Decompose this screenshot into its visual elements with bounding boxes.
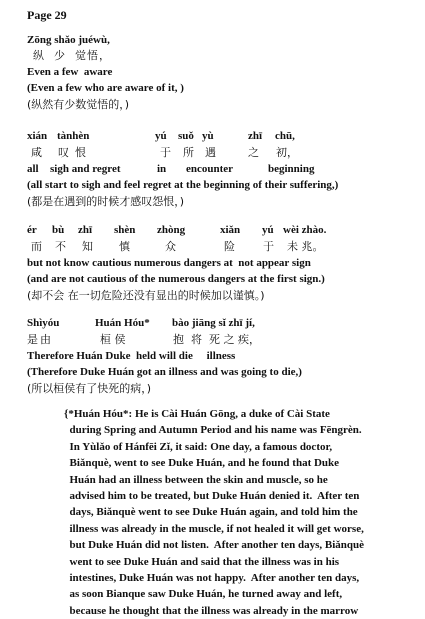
pinyin-word: zhī: [248, 130, 263, 142]
footnote-line: as soon Bianque saw Duke Huán, he turned away and left,: [64, 588, 343, 601]
hanzi-word: 未 兆。: [287, 240, 324, 253]
hanzi-word: 之: [248, 146, 259, 159]
stanza-2-translation: (all start to sigh and feel regret at the beginning of their suffering,): [27, 179, 339, 191]
stanza-1-paraphrase: (纵然有少数觉悟的，): [27, 98, 130, 111]
gloss-word: in: [157, 163, 167, 175]
hanzi-word: 于: [160, 146, 171, 159]
footnote: [64, 406, 404, 619]
pinyin-word: xián: [27, 130, 48, 142]
footnote-line: because he thought that the illness was already in the marrow: [64, 604, 359, 617]
pinyin-word: yú: [155, 130, 167, 142]
hanzi-word: 是由: [27, 333, 53, 346]
hanzi-word: 抱 将 死 之 疾，: [173, 333, 260, 346]
hanzi-word: 众: [165, 240, 176, 253]
stanza-4-translation: (Therefore Duke Huán got an illness and was going to die,): [27, 366, 302, 378]
page-number: Page 29: [27, 8, 67, 22]
hanzi-word: 于: [263, 240, 274, 253]
gloss-word: sigh and regret: [50, 163, 121, 175]
pinyin-word: bào jiāng sǐ zhī jí,: [172, 317, 255, 329]
hanzi-word: 而: [31, 240, 42, 253]
pinyin-word: zhī: [78, 224, 93, 236]
stanza-3-gloss: but not know cautious numerous dangers at not appear sign: [27, 257, 311, 269]
footnote-line: intestines, Duke Huán was not happy. After another ten days,: [64, 572, 360, 585]
hanzi-word: 慎: [119, 240, 130, 253]
hanzi-word: 初，: [276, 146, 298, 159]
hanzi-word: 所: [183, 146, 194, 159]
stanza-4-gloss: Therefore Huán Duke held will die illness: [27, 350, 236, 362]
pinyin-word: bù: [52, 224, 65, 236]
gloss-word: beginning: [268, 163, 315, 175]
pinyin-word: Huán Hóu*: [95, 317, 150, 329]
pinyin-word: Shìyóu: [27, 317, 60, 329]
hanzi-word: 险: [224, 240, 235, 253]
stanza-1-pinyin: Zōng shǎo juéwù,: [27, 34, 110, 46]
pinyin-word: ér: [27, 224, 37, 236]
footnote-line: Huán had an illness between the skin and muscle, so he: [64, 473, 328, 486]
footnote-line: but Duke Huán did not listen. After another ten days, Biǎnquè: [64, 539, 365, 552]
pinyin-word: wèi zhào.: [283, 224, 327, 236]
pinyin-word: yù: [202, 130, 214, 142]
hanzi-word: 叹恨: [58, 146, 92, 159]
footnote-line: went to see Duke Huán and said that the illness was in his: [64, 555, 340, 568]
footnote-line: illness was already in the muscle, if not healed it will get worse,: [64, 522, 364, 535]
stanza-3-paraphrase: (却不会 在一切危险还没有显出的时候加以谨慎。): [27, 289, 265, 302]
pinyin-word: tànhèn: [57, 130, 90, 142]
hanzi-word: 桓 侯: [100, 333, 126, 346]
pinyin-word: shèn: [114, 224, 136, 236]
hanzi-word: 咸: [31, 146, 42, 159]
gloss-word: encounter: [186, 163, 234, 175]
gloss-word: all: [27, 163, 39, 175]
stanza-3-translation: (and are not cautious of the numerous dangers at the first sign.): [27, 273, 325, 285]
stanza-4-paraphrase: (所以桓侯有了快死的病，): [27, 382, 152, 395]
pinyin-word: suǒ: [178, 130, 194, 142]
stanza-2-paraphrase: (都是在遇到的时候才感叹怨恨，): [27, 195, 185, 208]
hanzi-word: 遇: [205, 146, 216, 159]
footnote-line: In Yùlǎo of Hánfēi Zǐ, it said: One day, a famous doctor,: [64, 440, 333, 453]
footnote-line: {*Huán Hóu*: He is Cài Huán Gōng, a duke of Cài State: [64, 408, 330, 420]
pinyin-word: xiǎn: [220, 224, 241, 236]
pinyin-word: yú: [262, 224, 274, 236]
hanzi-word: 不: [55, 240, 66, 253]
footnote-line: during Spring and Autumn Period and his name was Fēngrèn.: [64, 424, 362, 437]
stanza-1-hanzi: 纵 少 觉悟，: [33, 49, 111, 62]
footnote-line: days, Biǎnquè went to see Duke Huán again, and told him the: [64, 506, 358, 519]
stanza-1-gloss: Even a few aware: [27, 66, 113, 78]
footnote-line: Biǎnquè, went to see Duke Huán, and he found that Duke: [64, 457, 340, 470]
footnote-line: advised him to be treated, but Duke Huán denied it. After ten: [64, 490, 360, 503]
stanza-1-translation: (Even a few who are aware of it, ): [27, 82, 184, 94]
hanzi-word: 知: [82, 240, 93, 253]
pinyin-word: chū,: [275, 130, 295, 142]
pinyin-word: zhòng: [157, 224, 186, 236]
